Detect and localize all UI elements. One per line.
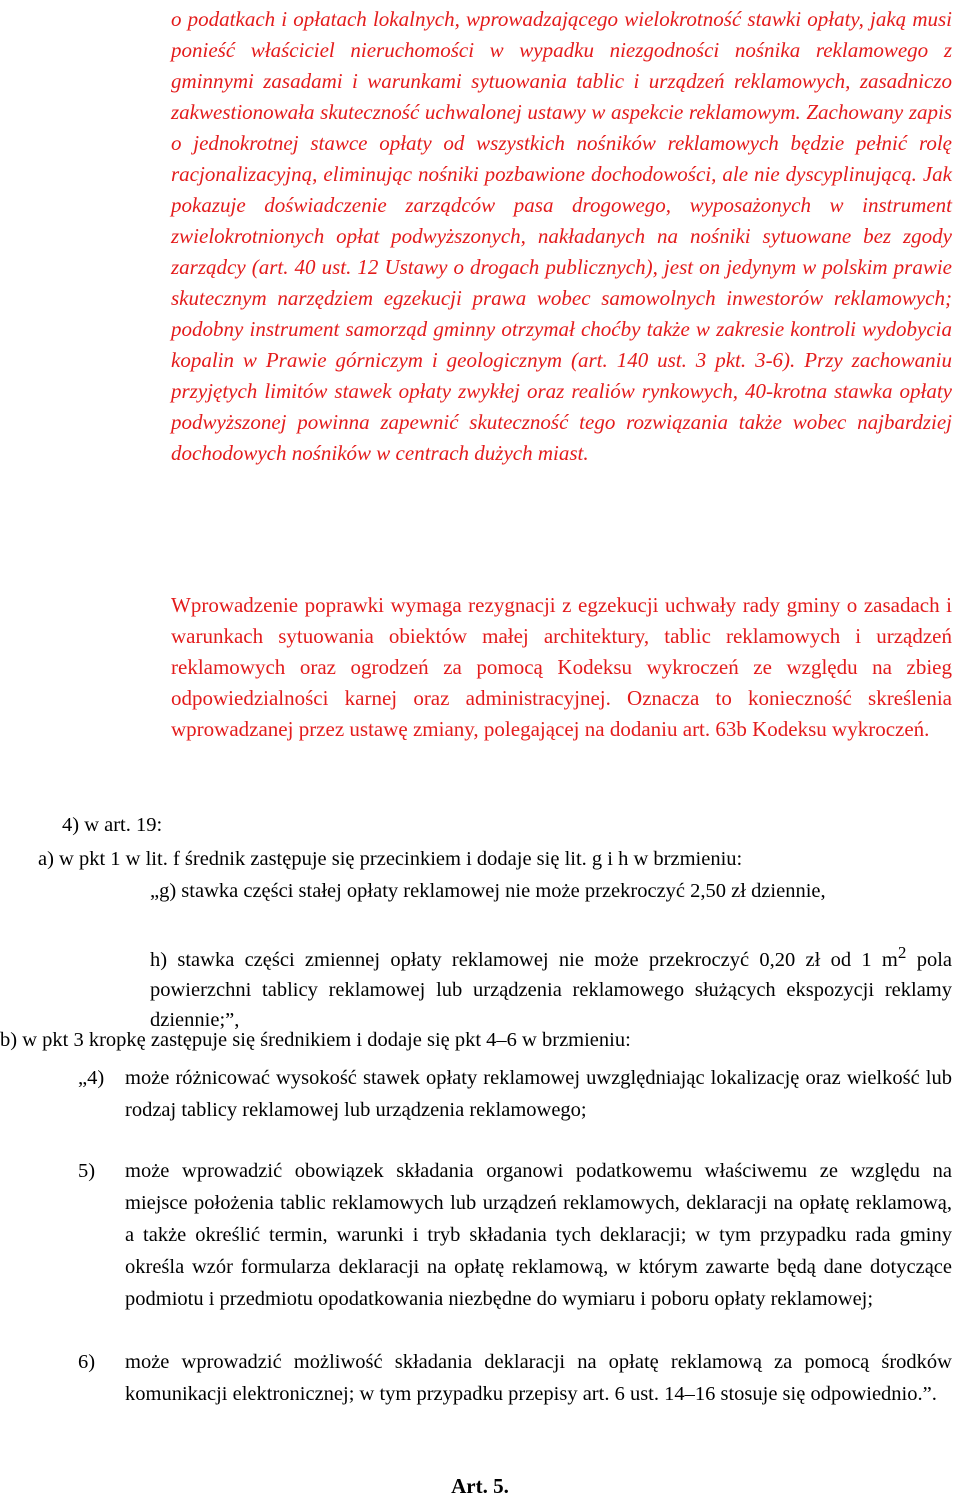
list-item-number: 5) [78, 1160, 96, 1182]
list-item-text: może wprowadzić możliwość składania deklaracji na opłatę reklamową za pomocą środków komunikacji elektronicznej; w tym przypadku przepisy art. 6 ust. 14–16 stosuje się odpowiednio.”. [125, 1351, 952, 1405]
amendment-lit-h [150, 938, 952, 1035]
list-item [78, 1062, 952, 1126]
amendment-point-b: b) w pkt 3 kropkę zastępuje się średnikiem i dodaje się pkt 4–6 w brzmieniu: [0, 1029, 631, 1051]
list-item-text: może różnicować wysokość stawek opłaty reklamowej uwzględniając lokalizację oraz wielkość lub rodzaj tablicy reklamowej lub urządzenia reklamowego; [125, 1067, 952, 1121]
superscript-exponent: 2 [897, 943, 907, 962]
comment-text: Wprowadzenie poprawki wymaga rezygnacji z egzekucji uchwały rady gminy o zasadach i warunkach sytuowania obiektów małej architektury, tablic reklamowych i urządzeń reklamowych oraz ogrodzeń za pomocą Kodeksu wykroczeń ze względu na zbieg odpowiedzialności karnej oraz administracyjnej. Oznacza to konieczność skreślenia wprowadzanej przez ustawę zmiany, polegającej na dodaniu art. 63b Kodeksu wykroczeń. [171, 593, 952, 741]
comment-text: o podatkach i opłatach lokalnych, wprowadzającego wielokrotność stawki opłaty, jaką musi ponieść właściciel nieruchomości w wypadku niezgodności nośnika reklamowego z gminnymi zasadami i warunkami sytuowania tablic i urządzeń reklamowych, zasadniczo zakwestionowała skuteczność uchwalonej ustawy w aspekcie reklamowym. Zachowany zapis o jednokrotnej stawce opłaty od wszystkich nośników reklamowych będzie pełnić rolę racjonalizacyjną, eliminując nośniki pozbawione dochodowości, ale nie dyscyplinującą. Jak pokazuje doświadczenie zarządców pasa drogowego, wyposażonych w instrument zwielokrotnionych opłat podwyższonych, nakładanych na nośniki sytuowane bez zgody zarządcy (art. 40 ust. 12 Ustawy o drogach publicznych), jest on jedynym w polskim prawie skutecznym narzędziem egzekucji prawa wobec samowolnych inwestorów reklamowych; podobny instrument samorząd gminny otrzymał choćby także w zakresie kontroli wydobycia kopalin w Prawie górniczym i geologicznym (art. 140 ust. 3 pkt. 3-6). Przy zachowaniu przyjętych limitów stawek opłaty zwykłej oraz realiów rynkowych, 40-krotna stawka opłaty podwyższonej powinna zapewnić skuteczność tego rozwiązania także wobec najbardziej dochodowych nośników w centrach dużych miast. [171, 7, 952, 465]
lit-h-text-continued: pola powierzchni tablicy reklamowej lub urządzenia reklamowego służących ekspozycji reklamy dziennie;”, [150, 948, 952, 1031]
amendment-point-a: a) w pkt 1 w lit. f średnik zastępuje się przecinkiem i dodaje się lit. g i h w brzmieniu: [38, 848, 743, 870]
list-item-number: 6) [78, 1351, 96, 1373]
lit-h-text: h) stawka części zmiennej opłaty reklamowej nie może przekroczyć 0,20 zł od 1 m [150, 948, 898, 971]
list-item [78, 1155, 952, 1315]
justification-comment-paragraph-1 [171, 4, 952, 469]
article-title: Art. 5. [451, 1474, 509, 1498]
list-item-number: „4) [78, 1067, 105, 1089]
list-item-text: może wprowadzić obowiązek składania organowi podatkowemu właściwemu ze względu na miejsce położenia tablic reklamowych lub urządzeń reklamowych, deklaracji na opłatę reklamową, a także określić termin, warunki i tryb składania tych deklaracji; w tym przypadku rada gminy określa wzór formularza deklaracji na opłatę reklamową, w którym zawarte będą dane dotyczące podmiotu i przedmiotu opodatkowania niezbędne do wymiaru i poboru opłaty reklamowej; [125, 1160, 952, 1310]
amendment-heading: 4) w art. 19: [62, 814, 163, 836]
amendment-lit-g: „g) stawka części stałej opłaty reklamowej nie może przekroczyć 2,50 zł dziennie, [150, 880, 826, 902]
justification-comment-paragraph-2 [171, 590, 952, 745]
list-item [78, 1346, 952, 1410]
